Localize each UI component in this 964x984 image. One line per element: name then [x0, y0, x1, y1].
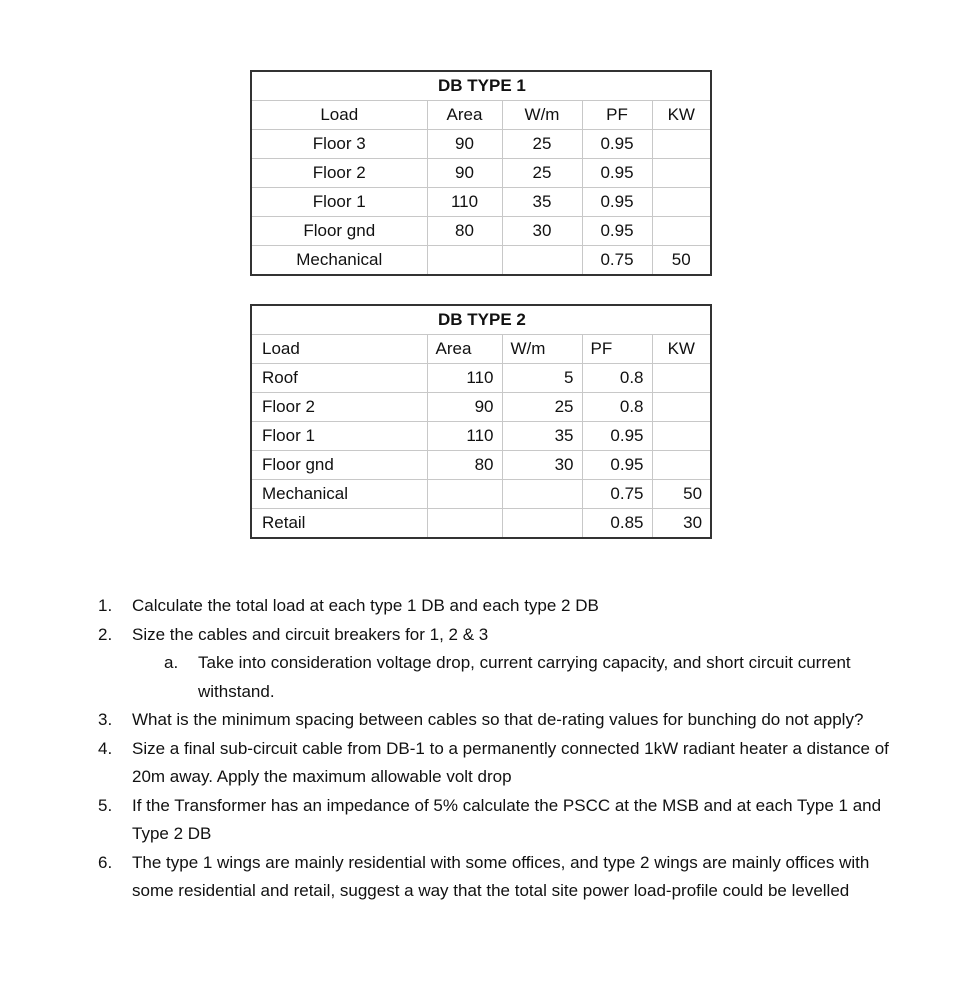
table-cell: 80	[427, 451, 502, 480]
table-row	[251, 509, 711, 539]
table-cell: 35	[502, 188, 582, 217]
question-text: What is the minimum spacing between cables so that de-rating values for bunching do not apply?	[132, 710, 864, 729]
table-cell: Mechanical	[251, 480, 427, 509]
column-header: W/m	[502, 101, 582, 130]
question-text: Size the cables and circuit breakers for 1, 2 & 3	[132, 624, 489, 644]
question-number: 2.	[98, 624, 113, 644]
table-cell	[652, 451, 711, 480]
table-cell: Floor gnd	[251, 217, 427, 246]
question-number: 6.	[98, 852, 113, 872]
table-cell	[652, 422, 711, 451]
table-cell: 110	[427, 422, 502, 451]
table-row	[251, 130, 711, 159]
question-number: 4.	[98, 738, 113, 758]
table-cell	[652, 188, 711, 217]
question-item	[98, 792, 898, 849]
table-cell	[652, 364, 711, 393]
table-cell: 30	[502, 217, 582, 246]
question-number: 5.	[98, 795, 113, 815]
question-text: Size a final sub-circuit cable from DB-1 to a permanently connected 1kW radiant heater a distance of 20m away. Apply the maximum allowable volt drop	[132, 738, 889, 786]
db-type-2-table	[250, 304, 712, 539]
table-cell: Retail	[262, 513, 306, 532]
table-row	[251, 188, 711, 217]
table-cell: 110	[427, 188, 502, 217]
question-item	[98, 706, 898, 735]
table-cell	[652, 130, 711, 159]
table-cell	[427, 246, 502, 276]
table-title-row	[251, 305, 711, 335]
column-header: PF	[582, 101, 652, 130]
table-row	[251, 217, 711, 246]
table-cell: 5	[502, 364, 582, 393]
column-header: Load	[251, 335, 427, 364]
table-cell	[427, 509, 502, 539]
table-cell	[502, 246, 582, 276]
table-cell: Mechanical	[296, 250, 383, 269]
question-number: 3.	[98, 710, 113, 729]
column-header: Area	[427, 335, 502, 364]
table-cell: 0.75	[582, 246, 652, 276]
table-cell: Floor 3	[251, 130, 427, 159]
table-cell: 50	[652, 480, 711, 509]
table-cell	[652, 159, 711, 188]
table-cell: 25	[502, 393, 582, 422]
db-type-1-title: DB TYPE 1	[251, 71, 711, 101]
question-item	[98, 735, 898, 792]
table-cell: 0.95	[582, 217, 652, 246]
question-item	[98, 592, 898, 621]
table-cell: 90	[427, 159, 502, 188]
question-text: The type 1 wings are mainly residential with some offices, and type 2 wings are mainly offices with some residential and retail, suggest a way that the total site power load-profile could be levelled	[132, 852, 870, 900]
table-row	[251, 393, 711, 422]
table-row	[251, 451, 711, 480]
question-item	[98, 849, 898, 906]
question-text: Calculate the total load at each type 1 DB and each type 2 DB	[132, 596, 599, 615]
table-cell: 110	[427, 364, 502, 393]
sub-question-text: Take into consideration voltage drop, current carrying capacity, and short circuit current withstand.	[198, 653, 851, 701]
table-cell: Floor 1	[251, 422, 427, 451]
table-cell: 30	[502, 451, 582, 480]
sub-question-letter: a.	[164, 653, 179, 672]
table-cell: 0.95	[582, 188, 652, 217]
column-header: PF	[582, 335, 652, 364]
table-cell: Floor 1	[251, 188, 427, 217]
question-number: 1.	[98, 596, 113, 615]
column-header: Load	[251, 101, 427, 130]
sub-question-item	[98, 649, 898, 706]
table-cell: 90	[427, 393, 502, 422]
table-cell: Floor gnd	[251, 451, 427, 480]
db-type-2-title: DB TYPE 2	[251, 305, 711, 335]
table-cell: 0.85	[582, 509, 652, 539]
table-cell: Floor 2	[251, 393, 427, 422]
table-cell	[652, 217, 711, 246]
column-header: KW	[652, 101, 711, 130]
table-cell: 80	[427, 217, 502, 246]
column-header: W/m	[502, 335, 582, 364]
table-header-row	[251, 101, 711, 130]
table-cell: Floor 2	[251, 159, 427, 188]
table-cell: Roof	[251, 364, 427, 393]
table-cell: 0.95	[582, 422, 652, 451]
table-cell	[652, 393, 711, 422]
table-cell: 25	[502, 130, 582, 159]
column-header: Area	[427, 101, 502, 130]
table-cell: 0.8	[582, 393, 652, 422]
table-row	[251, 364, 711, 393]
table-cell: 50	[652, 246, 711, 276]
table-row	[251, 159, 711, 188]
table-cell: 0.75	[582, 480, 652, 509]
table-cell: 0.95	[582, 451, 652, 480]
table-row	[251, 246, 711, 276]
question-list	[98, 592, 898, 906]
table-cell: 0.95	[582, 159, 652, 188]
table-title-row	[251, 71, 711, 101]
table-row	[251, 422, 711, 451]
table-cell: 25	[502, 159, 582, 188]
table-row	[251, 480, 711, 509]
question-text: If the Transformer has an impedance of 5% calculate the PSCC at the MSB and at each Type 1 and Type 2 DB	[132, 795, 882, 843]
column-header: KW	[652, 335, 711, 364]
table-cell	[502, 509, 582, 539]
table-cell: 90	[427, 130, 502, 159]
db-type-1-table	[250, 70, 712, 276]
table-cell	[427, 480, 502, 509]
table-header-row	[251, 335, 711, 364]
table-cell: 30	[652, 509, 711, 539]
question-item	[98, 621, 898, 650]
table-cell	[502, 480, 582, 509]
table-cell: 0.95	[582, 130, 652, 159]
table-cell: 35	[502, 422, 582, 451]
table-cell: 0.8	[582, 364, 652, 393]
